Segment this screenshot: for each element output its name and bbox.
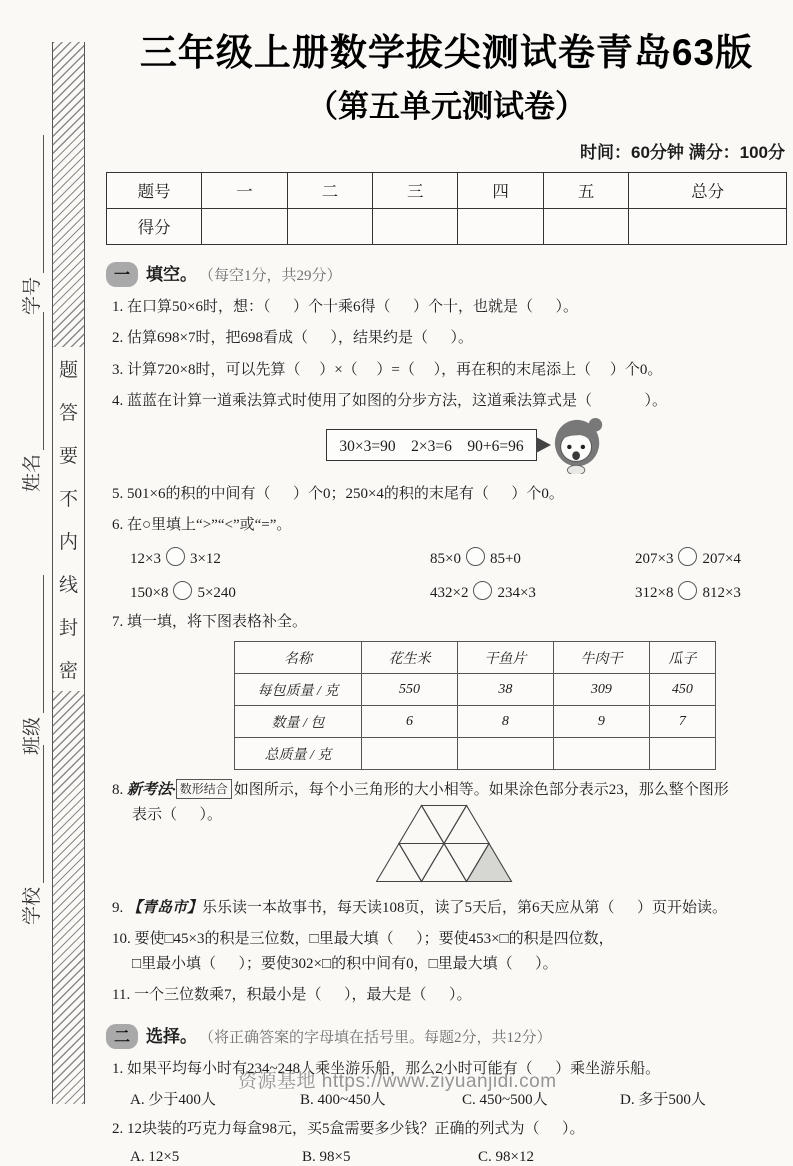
question-8-triangle-figure	[222, 804, 667, 888]
option-a: A. 12×5	[130, 1148, 180, 1165]
student-id-blank-line	[25, 135, 44, 273]
test-paper	[106, 0, 787, 1166]
table-cell: 总质量 / 克	[235, 738, 362, 770]
score-cell-empty	[373, 208, 458, 244]
right-expression: 5×240	[197, 584, 236, 601]
student-id-field	[20, 135, 44, 315]
seal-char: 不	[58, 489, 78, 510]
table-cell: 9	[553, 706, 649, 738]
question-9	[106, 897, 787, 920]
section-2-header	[106, 1022, 787, 1049]
table-cell: 牛肉干	[553, 642, 649, 674]
score-header-cell: 三	[373, 172, 458, 208]
class-label: 班级	[22, 716, 43, 755]
option-a: A. 少于400人	[130, 1092, 216, 1109]
table-cell: 每包质量 / 克	[235, 674, 362, 706]
comparison-item	[635, 581, 787, 602]
question-9-number: 9.	[112, 899, 127, 916]
question-10-line2: □里最小填（ ）；要使302×□的积中间有0，□里最大填（ ）。	[132, 955, 558, 972]
left-expression: 312×8	[635, 584, 674, 601]
triangle-trapezoid-diagram	[376, 804, 513, 883]
left-expression: 432×2	[430, 584, 469, 601]
question-7-table	[234, 641, 716, 770]
table-row	[235, 642, 716, 674]
question-5: 5. 501×6的积的中间有（ ）个0；250×4的积的末尾有（ ）个0。	[112, 485, 564, 502]
section-2-number-badge: 二	[106, 1024, 138, 1049]
section-1-score-note: （每空1分，共29分）	[199, 267, 342, 284]
table-cell: 数量 / 包	[235, 706, 362, 738]
question-10-line1: 10. 要使□45×3的积是三位数，□里最大填（ ）；要使453×□的积是四位数，	[112, 931, 614, 948]
time-score-info: 时间：60分钟 满分：100分	[580, 142, 785, 162]
score-cell-empty	[202, 208, 287, 244]
right-expression: 207×4	[702, 550, 741, 567]
option-b: B. 400~450人	[300, 1092, 386, 1109]
school-label: 学校	[22, 886, 43, 925]
page-subtitle: （第五单元测试卷）	[307, 88, 586, 124]
comparison-item	[430, 581, 635, 602]
comparison-circle	[466, 547, 485, 566]
name-blank-line	[25, 312, 44, 450]
table-row	[235, 738, 716, 770]
section-2-score-note: （将正确答案的字母填在括号里。每题2分，共12分）	[199, 1029, 552, 1046]
question-8-text: 如图所示，每个小三角形的大小相等。如果涂色部分表示23，那么整个图形	[233, 782, 729, 799]
question-8-line2: 表示（ ）。	[132, 806, 223, 823]
school-blank-line	[25, 745, 44, 883]
seal-char: 封	[58, 618, 78, 639]
question-1: 1. 在口算50×6时，想：（ ）个十乘6得（ ）个十，也就是（ ）。	[112, 298, 578, 315]
right-expression: 812×3	[702, 584, 741, 601]
shaded-triangle	[467, 843, 512, 881]
table-cell: 8	[457, 706, 553, 738]
table-cell-empty	[553, 738, 649, 770]
seal-hatch-bottom	[53, 691, 84, 1104]
table-cell: 38	[457, 674, 553, 706]
score-table-score-row	[107, 208, 787, 244]
student-id-label: 学号	[22, 276, 43, 315]
question-6-comparisons	[106, 547, 787, 602]
question-11: 11. 一个三位数乘7，积最小是（ ），最大是（ ）。	[112, 987, 472, 1004]
comparison-circle	[678, 581, 697, 600]
score-cell-empty	[543, 208, 628, 244]
table-cell: 450	[649, 674, 715, 706]
section-2-name: 选择。	[146, 1026, 198, 1046]
table-cell: 550	[362, 674, 458, 706]
class-field	[20, 575, 44, 755]
seal-char: 要	[58, 446, 78, 467]
table-cell-empty	[362, 738, 458, 770]
score-header-cell: 二	[287, 172, 372, 208]
table-cell: 6	[362, 706, 458, 738]
option-b: B. 98×5	[302, 1148, 351, 1165]
comparison-item	[635, 547, 787, 568]
table-cell: 瓜子	[649, 642, 715, 674]
section-1-header	[106, 260, 787, 287]
name-field	[20, 312, 44, 492]
seal-char: 密	[58, 661, 78, 682]
comparison-item	[130, 581, 430, 602]
seal-char: 题	[58, 360, 78, 381]
sealing-margin	[0, 0, 105, 1122]
table-cell: 7	[649, 706, 715, 738]
table-cell-empty	[457, 738, 553, 770]
choice-question-1: 1. 如果平均每小时有234~248人乘坐游乐船，那么2小时可能有（ ）乘坐游乐船。	[112, 1060, 661, 1077]
table-cell: 309	[553, 674, 649, 706]
choice-question-2-options	[106, 1149, 787, 1166]
school-field	[20, 745, 44, 925]
comparison-circle	[173, 581, 192, 600]
left-expression: 85×0	[430, 550, 461, 567]
left-expression: 12×3	[130, 550, 161, 567]
score-header-cell: 一	[202, 172, 287, 208]
choice-question-2: 2. 12块装的巧克力每盒98元，买5盒需要多少钱？正确的列式为（ ）。	[112, 1121, 585, 1138]
score-row-label: 得分	[107, 208, 202, 244]
score-cell-empty	[287, 208, 372, 244]
qingdao-city-tag: 【青岛市】	[127, 899, 203, 916]
question-7: 7. 填一填，将下图表格补全。	[112, 613, 308, 630]
left-expression: 150×8	[130, 584, 169, 601]
option-c: C. 450~500人	[462, 1092, 548, 1109]
seal-char: 线	[58, 575, 78, 596]
table-cell: 干鱼片	[457, 642, 553, 674]
table-cell: 名称	[235, 642, 362, 674]
right-expression: 234×3	[497, 584, 536, 601]
comparison-circle	[166, 547, 185, 566]
seal-line-band	[52, 42, 85, 1104]
score-cell-empty	[458, 208, 543, 244]
right-expression: 85+0	[489, 550, 521, 567]
option-d: D. 多于500人	[620, 1092, 706, 1109]
speech-bubble-tail	[536, 437, 551, 453]
question-3: 3. 计算720×8时，可以先算（ ）×（ ）=（ ），再在积的末尾添上（ ）个0。	[112, 361, 663, 378]
score-table-header-row	[107, 172, 787, 208]
class-blank-line	[25, 575, 44, 713]
comparison-item	[430, 547, 635, 568]
seal-char: 内	[58, 532, 78, 553]
question-4: 4. 蓝蓝在计算一道乘法算式时使用了如图的分步方法，这道乘法算式是（ ）。	[112, 393, 668, 410]
seal-hatch-top	[53, 42, 84, 347]
score-header-cell: 总分	[629, 172, 787, 208]
question-2: 2. 估算698×7时，把698看成（ ），结果约是（ ）。	[112, 330, 473, 347]
question-8-number: 8.	[112, 782, 127, 799]
question-9-text: 乐乐读一本故事书，每天读108页，读了5天后，第6天应从第（ ）页开始读。	[202, 899, 728, 916]
number-shape-tag: 数形结合	[176, 779, 232, 799]
table-cell-empty	[649, 738, 715, 770]
score-header-cell: 题号	[107, 172, 202, 208]
cartoon-girl-illustration	[551, 416, 607, 474]
comparison-circle	[678, 547, 697, 566]
question-4-figure	[146, 416, 787, 474]
speech-bubble: 30×3=90 2×3=6 90+6=96	[326, 429, 536, 461]
score-header-cell: 五	[543, 172, 628, 208]
name-label: 姓名	[22, 453, 43, 492]
new-method-tag: 新考法·	[127, 782, 176, 799]
score-table	[106, 172, 787, 245]
table-row	[235, 706, 716, 738]
question-6: 6. 在○里填上“>”“<”或“=”。	[112, 517, 292, 534]
comparison-item	[130, 547, 430, 568]
right-expression: 3×12	[189, 550, 221, 567]
table-row	[235, 674, 716, 706]
score-header-cell: 四	[458, 172, 543, 208]
question-8-row2	[106, 802, 787, 888]
comparison-circle	[473, 581, 492, 600]
table-cell: 花生米	[362, 642, 458, 674]
section-1-number-badge: 一	[106, 262, 138, 287]
question-8-line1	[106, 779, 787, 802]
score-cell-empty	[629, 208, 787, 244]
seal-char: 答	[58, 403, 78, 424]
option-c: C. 98×12	[478, 1148, 534, 1165]
page-title: 三年级上册数学拔尖测试卷青岛63版	[139, 32, 754, 73]
watermark: 资源基地 https://www.ziyuanjidi.com	[238, 1071, 557, 1092]
left-expression: 207×3	[635, 550, 674, 567]
section-1-name: 填空。	[146, 264, 198, 284]
